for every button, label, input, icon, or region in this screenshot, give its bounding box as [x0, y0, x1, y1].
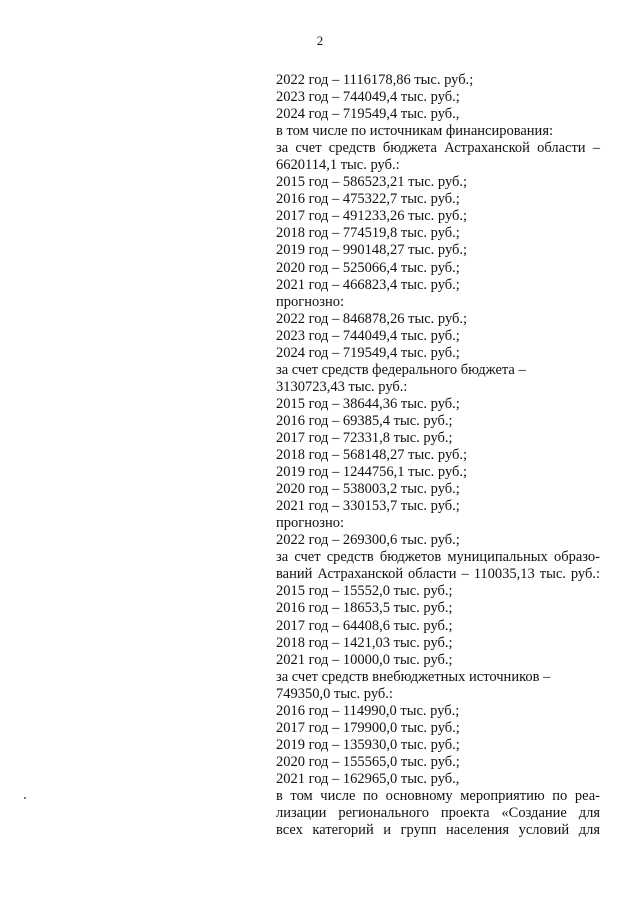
text-line: 6620114,1 тыс. руб.:	[276, 157, 400, 174]
text-line: 2021 год – 10000,0 тыс. руб.;	[276, 651, 453, 668]
text-line: 3130723,43 тыс. руб.:	[276, 378, 408, 395]
text-line: в том числе по источникам финансирования:	[276, 123, 554, 140]
text-line: 2017 год – 72331,8 тыс. руб.;	[276, 429, 453, 446]
text-line: 2022 год – 846878,26 тыс. руб.;	[276, 310, 468, 327]
text-line: 2015 год – 15552,0 тыс. руб.;	[276, 583, 453, 600]
text-line: 2019 год – 1244756,1 тыс. руб.;	[276, 464, 468, 481]
text-line: за счет средств внебюджетных источников –	[276, 668, 551, 685]
text-line: 2023 год – 744049,4 тыс. руб.;	[276, 89, 460, 106]
text-line: 2022 год – 269300,6 тыс. руб.;	[276, 532, 460, 549]
text-line: 2023 год – 744049,4 тыс. руб.;	[276, 327, 460, 344]
page-number: 2	[316, 33, 324, 48]
text-line: 2024 год – 719549,4 тыс. руб.,	[276, 106, 460, 123]
text-line: 2015 год – 586523,21 тыс. руб.;	[276, 174, 468, 191]
text-line: 2018 год – 568148,27 тыс. руб.;	[276, 447, 468, 464]
text-line: за счет средств бюджетов муниципальных образо-	[276, 549, 600, 566]
text-line: 2024 год – 719549,4 тыс. руб.;	[276, 344, 460, 361]
scan-speck	[24, 797, 26, 799]
text-line: 2019 год – 135930,0 тыс. руб.;	[276, 736, 460, 753]
text-line: всех категорий и групп населения условий для	[276, 822, 600, 839]
text-line: за счет средств бюджета Астраханской области –	[276, 140, 600, 157]
text-line: 2016 год – 69385,4 тыс. руб.;	[276, 412, 453, 429]
text-line: 2017 год – 64408,6 тыс. руб.;	[276, 617, 453, 634]
text-line: прогнозно:	[276, 515, 344, 532]
text-line: 2017 год – 491233,26 тыс. руб.;	[276, 208, 468, 225]
text-line: прогнозно:	[276, 293, 344, 310]
text-line: 2016 год – 18653,5 тыс. руб.;	[276, 600, 453, 617]
text-line: лизации регионального проекта «Создание для	[276, 805, 600, 822]
text-line: 2020 год – 155565,0 тыс. руб.;	[276, 753, 460, 770]
text-line: за счет средств федерального бюджета –	[276, 361, 526, 378]
text-line: 749350,0 тыс. руб.:	[276, 685, 393, 702]
text-line: 2021 год – 330153,7 тыс. руб.;	[276, 498, 460, 515]
text-line: 2016 год – 475322,7 тыс. руб.;	[276, 191, 460, 208]
text-line: 2017 год – 179900,0 тыс. руб.;	[276, 719, 460, 736]
text-line: ваний Астраханской области – 110035,13 тыс. руб.:	[276, 566, 600, 583]
text-line: 2020 год – 538003,2 тыс. руб.;	[276, 481, 460, 498]
text-line: 2018 год – 1421,03 тыс. руб.;	[276, 634, 453, 651]
text-line: 2020 год – 525066,4 тыс. руб.;	[276, 259, 460, 276]
text-line: в том числе по основному мероприятию по реа-	[276, 787, 600, 804]
text-line: 2022 год – 1116178,86 тыс. руб.;	[276, 72, 474, 88]
text-line: 2016 год – 114990,0 тыс. руб.;	[276, 702, 460, 719]
text-line: 2021 год – 162965,0 тыс. руб.,	[276, 770, 460, 787]
financing-text	[276, 72, 600, 839]
text-line: 2019 год – 990148,27 тыс. руб.;	[276, 242, 468, 259]
text-line: 2018 год – 774519,8 тыс. руб.;	[276, 225, 460, 242]
text-line: 2015 год – 38644,36 тыс. руб.;	[276, 395, 460, 412]
text-line: 2021 год – 466823,4 тыс. руб.;	[276, 276, 460, 293]
